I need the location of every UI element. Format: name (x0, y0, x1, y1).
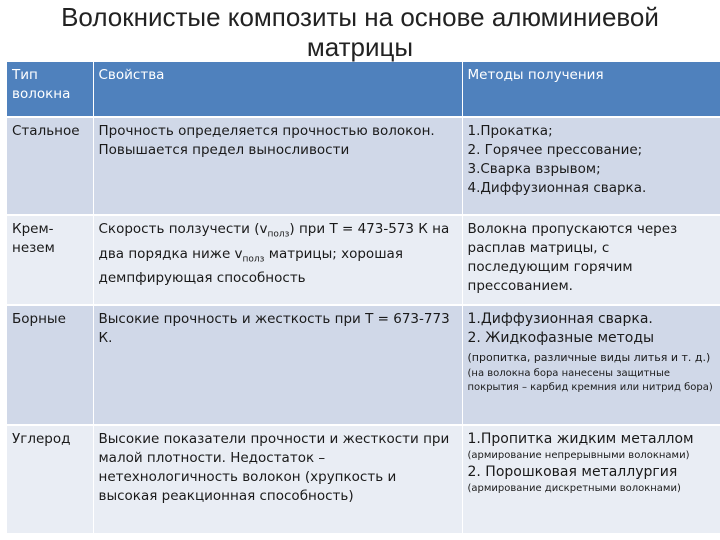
title-line-2: матрицы (306, 32, 414, 62)
method-item: 1.Прокатка; (467, 123, 553, 139)
cell-methods (462, 425, 720, 533)
method-item: 4.Диффузионная сварка. (467, 180, 647, 196)
method-item: 2. Жидкофазные методы (467, 330, 655, 346)
method-item: 1.Диффузионная сварка. (467, 311, 653, 327)
method-item: 2. Горячее прессование; (467, 142, 643, 158)
title-line-1: Волокнистые композиты на основе алюминиевой (61, 2, 659, 32)
row-boron (7, 305, 720, 425)
composites-table (7, 62, 720, 533)
row-silica (7, 215, 720, 305)
subscript-polz: полз (242, 254, 265, 265)
row-carbon (7, 425, 720, 533)
header-row (7, 62, 720, 117)
cell-type: Стальное (7, 117, 93, 215)
cell-type: Крем-незем (7, 215, 93, 305)
cell-properties: Высокие прочность и жесткость при Т = 673-773 К. (93, 305, 462, 425)
method-note: (армирование непрерывными волокнами) (467, 450, 690, 461)
method-item: 3.Сварка взрывом; (467, 161, 601, 177)
prop-text-c: матрицы; хорошая демпфирующая способность (98, 245, 403, 287)
header-methods: Методы получения (462, 62, 720, 117)
cell-properties: Прочность определяется прочностью волокон. Повышается предел выносливости (93, 117, 462, 215)
method-note: (на волокна бора нанесены защитные покрытия – карбид кремния или нитрид бора) (467, 368, 713, 393)
cell-type: Углерод (7, 425, 93, 533)
header-fiber-type: Тип волокна (7, 62, 93, 117)
method-detail: (пропитка, различные виды литья и т. д.) (467, 351, 711, 364)
prop-text-b: ) при Т = 473-573 К на два порядка ниже v (98, 221, 450, 262)
cell-methods (462, 305, 720, 425)
method-note: (армирование дискретными волокнами) (467, 483, 681, 494)
cell-methods: Волокна пропускаются через расплав матрицы, с последующим горячим прессованием. (462, 215, 720, 305)
cell-methods (462, 117, 720, 215)
prop-text-a: Скорость ползучести (v (98, 221, 268, 237)
subscript-polz: полз (267, 229, 290, 240)
cell-type: Борные (7, 305, 93, 425)
slide-title (0, 2, 720, 62)
header-properties: Свойства (93, 62, 462, 117)
method-item: 2. Порошковая металлургия (467, 464, 678, 480)
row-steel (7, 117, 720, 215)
method-item: 1.Пропитка жидким металлом (467, 431, 694, 447)
cell-properties: Высокие показатели прочности и жесткости при малой плотности. Недостаток – нетехнологичность волокон (хрупкость и высокая реакционная способность) (93, 425, 462, 533)
cell-properties (93, 215, 462, 305)
